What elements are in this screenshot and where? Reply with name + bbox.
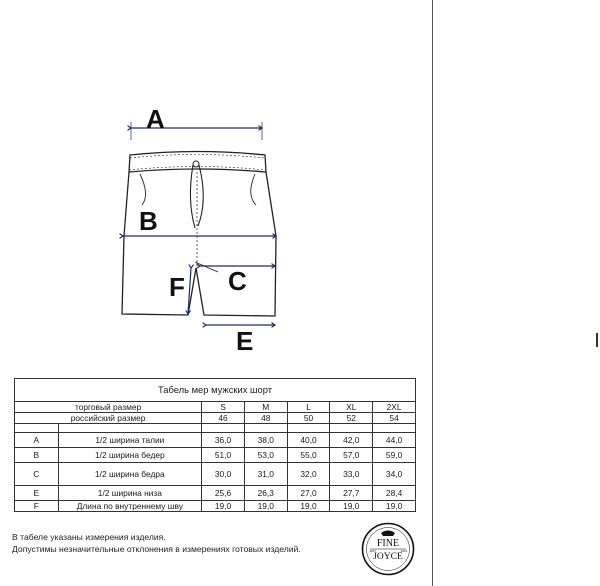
row-desc: 1/2 ширина бедра: [58, 463, 202, 486]
header-label: торговый размер: [15, 402, 202, 413]
logo-small-left: EST: [370, 549, 376, 553]
label-b: B: [139, 206, 158, 236]
header-cell: S: [202, 402, 245, 413]
spacer-row: [15, 424, 416, 433]
row-value: 19,0: [202, 501, 245, 512]
header-row-trade-size: [15, 402, 416, 413]
row-value: 25,6: [202, 486, 245, 501]
row-code: C: [15, 463, 59, 486]
row-code: A: [15, 433, 59, 448]
row-value: 42,0: [330, 433, 373, 448]
table-row: [15, 433, 416, 448]
row-value: 19,0: [287, 501, 330, 512]
logo-small-right: 2016: [400, 549, 408, 553]
row-value: 59,0: [373, 448, 416, 463]
row-value: 40,0: [287, 433, 330, 448]
header-cell: L: [287, 402, 330, 413]
row-value: 33,0: [330, 463, 373, 486]
row-value: 19,0: [244, 501, 287, 512]
header-cell: 48: [244, 413, 287, 424]
header-cell: 2XL: [373, 402, 416, 413]
header-cell: 46: [202, 413, 245, 424]
header-cell: XL: [330, 402, 373, 413]
row-value: 32,0: [287, 463, 330, 486]
table-row: [15, 486, 416, 501]
label-a: A: [146, 104, 165, 134]
row-value: 27,0: [287, 486, 330, 501]
size-table: [14, 378, 416, 512]
row-value: 55,0: [287, 448, 330, 463]
row-value: 44,0: [373, 433, 416, 448]
label-c: C: [228, 266, 247, 296]
row-value: 57,0: [330, 448, 373, 463]
note-tolerance: Допустимы незначительные отклонения в измерениях готовых изделий.: [12, 544, 301, 554]
row-value: 53,0: [244, 448, 287, 463]
logo-line1: FINE: [376, 538, 400, 549]
row-desc: 1/2 ширина талии: [58, 433, 202, 448]
header-cell: 50: [287, 413, 330, 424]
table-row: [15, 501, 416, 512]
row-value: 38,0: [244, 433, 287, 448]
row-value: 34,0: [373, 463, 416, 486]
row-desc: 1/2 ширина бедер: [58, 448, 202, 463]
header-cell: 54: [373, 413, 416, 424]
row-value: 31,0: [244, 463, 287, 486]
header-cell: M: [244, 402, 287, 413]
row-value: 28,4: [373, 486, 416, 501]
row-value: 26,3: [244, 486, 287, 501]
note-measurements: В табеле указаны измерения изделия.: [12, 532, 166, 542]
table-row: [15, 463, 416, 486]
row-code: B: [15, 448, 59, 463]
row-value: 19,0: [373, 501, 416, 512]
table-row: [15, 448, 416, 463]
header-cell: 52: [330, 413, 373, 424]
row-code: F: [15, 501, 59, 512]
header-row-russian-size: [15, 413, 416, 424]
row-value: 27,7: [330, 486, 373, 501]
header-label: российский размер: [15, 413, 202, 424]
row-desc: 1/2 ширина низа: [58, 486, 202, 501]
row-desc: Длина по внутреннему шву: [58, 501, 202, 512]
label-e: E: [236, 326, 254, 356]
label-f: F: [169, 272, 185, 302]
frame-divider: [432, 0, 433, 586]
logo-line2: JOYCE: [373, 552, 403, 562]
edge-mark: [596, 333, 598, 347]
brand-logo: [361, 522, 415, 576]
row-value: 19,0: [330, 501, 373, 512]
row-value: 36,0: [202, 433, 245, 448]
row-code: E: [15, 486, 59, 501]
shorts-diagram: [0, 0, 432, 370]
row-value: 30,0: [202, 463, 245, 486]
row-value: 51,0: [202, 448, 245, 463]
table-title: Табель мер мужских шорт: [15, 379, 416, 402]
